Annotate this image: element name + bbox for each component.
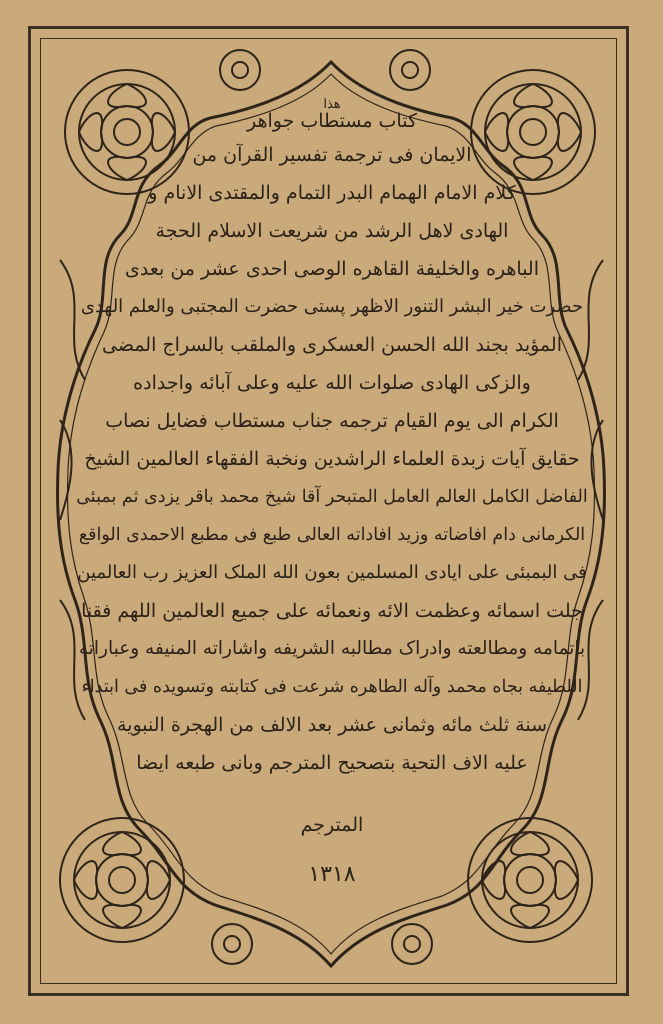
text-line: علیه الاف التحیة بتصحیح المترجم وبانی طبعه ایضا bbox=[136, 752, 528, 774]
publication-year: ۱۳۱۸ bbox=[308, 862, 356, 887]
text-line: الکرام الی یوم القیام ترجمه جناب مستطاب فضایل نصاب bbox=[105, 410, 559, 432]
text-line: الهادی لاهل الرشد من شریعت الاسلام الحجة bbox=[155, 220, 509, 242]
text-line: اللطیفه بجاه محمد وآله الطاهره شرعت فی کتابته وتسویده فی ابتداء bbox=[81, 677, 583, 697]
text-line: الکرمانی دام افاضاته وزید افاداته العالی طبع فی مطبع الاحمدی الواقع bbox=[78, 525, 586, 545]
text-line: الایمان فی ترجمة تفسیر القرآن من bbox=[192, 144, 472, 166]
text-line: کلام الامام الهمام البدر التمام والمقتدى الانام و bbox=[148, 182, 516, 204]
text-line: الباهره والخلیفة القاهره الوصی احدی عشر من بعدی bbox=[124, 258, 539, 280]
text-line: الفاضل الکامل العالم العامل المتبحر آقا شیخ محمد باقر یزدی ثم بمبئی bbox=[76, 487, 588, 507]
text-line: والزکی الهادی صلوات الله علیه وعلی آبائه واجداده bbox=[133, 372, 531, 394]
text-block bbox=[76, 92, 588, 922]
text-line: هذا bbox=[323, 97, 341, 112]
text-line: حضرت خیر البشر التنور الاظهر پستی حضرت المجتبی والعلم الهدی bbox=[80, 296, 584, 317]
text-line: حقایق آیات زبدة العلماء الراشدین ونخبة الفقهاء العالمین الشیخ bbox=[84, 448, 580, 470]
translator-signature: المترجم bbox=[300, 814, 364, 836]
text-line: فی البمبئی علی ایادی المسلمین بعون الله الملک العزیز رب العالمین bbox=[77, 562, 587, 583]
text-line: کتاب مستطاب جواهر bbox=[247, 110, 417, 132]
text-line: جلت اسمائه وعظمت الائه ونعمائه علی جمیع العالمین اللهم فقنا bbox=[81, 600, 583, 622]
text-line: سنة ثلث مائه وثمانی عشر بعد الالف من الهجرة النبویة bbox=[117, 714, 547, 736]
text-line: المؤید بجند الله الحسن العسکری والملقب بالسراج المضی bbox=[102, 334, 562, 356]
text-line: باتمامه ومطالعته وادراک مطالبه الشریفه واشاراته المنیفه وعباراته bbox=[78, 638, 586, 659]
